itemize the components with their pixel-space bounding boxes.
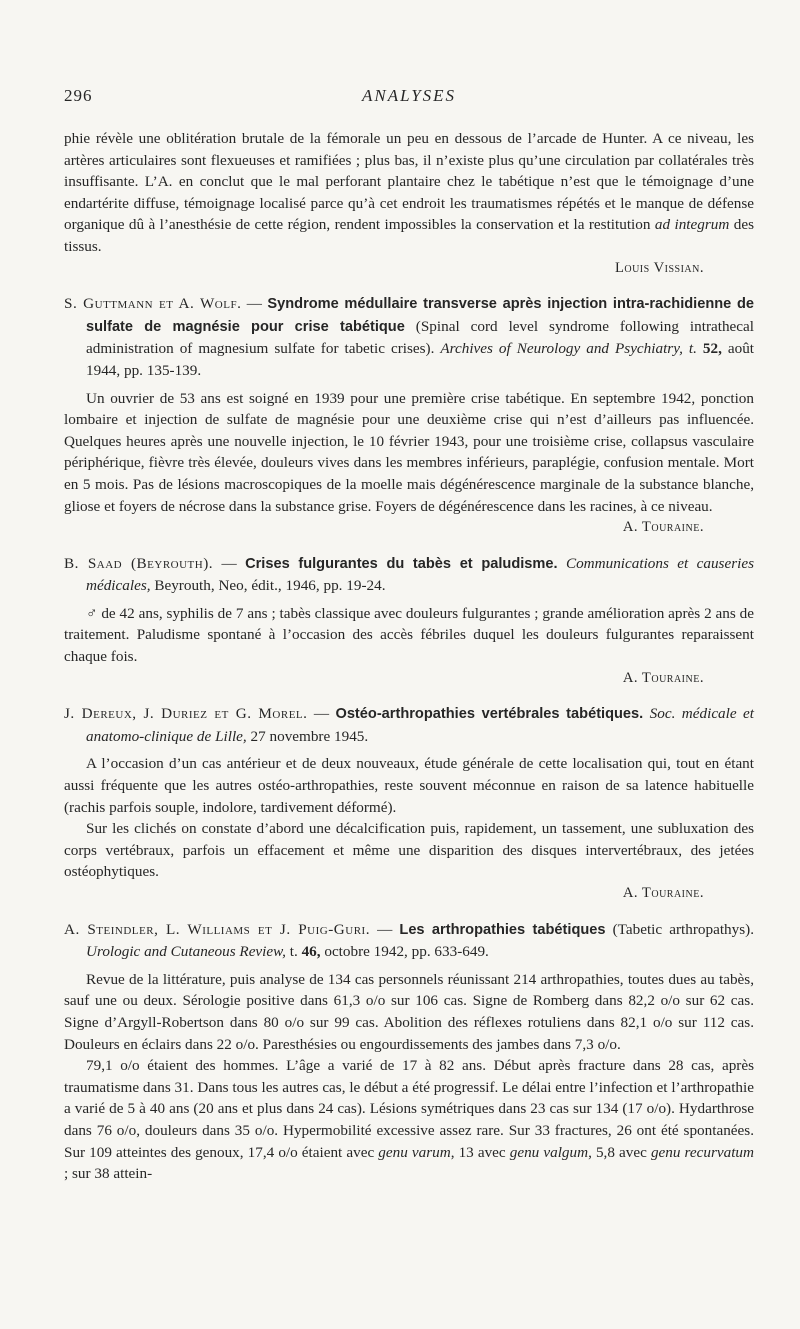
reference-entry: B. Saad (Beyrouth). — Crises fulgurantes du tabès et paludisme. Communications et causeries médicales, Beyrouth, Neo, édit., 1946, pp. 19-24. <box>64 554 754 595</box>
authors: A. Steindler, L. Williams et J. Puig-Guri. <box>64 920 371 938</box>
running-title: ANALYSES <box>361 86 457 105</box>
abstract-paragraph: ♂ de 42 ans, syphilis de 7 ans ; tabès classique avec douleurs fulgurantes ; grande amélioration après 2 ans de traitement. Paludisme spontané à l’occasion des accès fébriles duquel les douleurs fulgurantes reparaissent chaque fois. <box>64 604 754 666</box>
signature: A. Touraine. <box>622 669 704 686</box>
abstract-paragraph: A l’occasion d’un cas antérieur et de deux nouveaux, étude générale de cette localisation qui, tout en étant aussi fréquente que les autres ostéo-arthropathies, reste souvent méconnue en raison de sa latence habituelle (rachis parfois souple, indolore, tardivement déformé). <box>64 755 754 816</box>
reference-entry: S. Guttmann et A. Wolf. — Syndrome médullaire transverse après injection intra-rachidienne de sulfate de magnésie pour crise tabétique (Spinal cord level syndrome following intrathecal administration of magnesium sulfate for tabetic crises). Archives of Neurology and Psychiatry, t. 52, août 1944, pp. 135-139. <box>64 295 755 379</box>
article-title: Syndrome médullaire transverse après injection intra-rachidienne de sulfate de magnésie pour crise tabétique <box>86 296 754 335</box>
signature: A. Touraine. <box>622 885 704 901</box>
reference-entry: J. Dereux, J. Duriez et G. Morel. — Ostéo-arthropathies vertébrales tabétiques. Soc. médicale et anatomo-clinique de Lille, 27 novembre 1945. <box>64 705 754 745</box>
running-head <box>64 86 754 110</box>
abstract-paragraph: Sur les clichés on constate d’abord une décalcification puis, rapidement, un tassement, une subluxation des corps vertébraux, parfois un effacement et même une disparition des disques intervertébraux, des jetées ostéophytiques. <box>64 820 754 881</box>
abstract-paragraph: Revue de la littérature, puis analyse de 134 cas personnels réunissant 214 arthropathies, toutes dues au tabès, sauf une ou deux. Sérologie positive dans 61,3 o/o sur 106 cas. Signe de Romberg dans 82,2 o/o sur 62 cas. Signe d’Argyll-Robertson dans 80 o/o sur 99 cas. Abolition des réflexes rotuliens dans 82,1 o/o sur 112 cas. Douleurs en éclairs dans 22 o/o. Paresthésies ou engourdissements des jambes dans 7,3 o/o. <box>64 970 754 1053</box>
signature: A. Touraine. <box>622 519 704 536</box>
article-title: Les arthropathies tabétiques <box>399 921 606 938</box>
article-title: Ostéo-arthropathies vertébrales tabétiques. <box>335 706 644 723</box>
article-body <box>64 128 754 1185</box>
article-title: Crises fulgurantes du tabès et paludisme. <box>245 555 558 572</box>
page-number: 296 <box>64 86 93 105</box>
abstract-paragraph: 79,1 o/o étaient des hommes. L’âge a varié de 17 à 82 ans. Début après fracture dans 28 cas, après traumatisme dans 31. Dans tous les autres cas, le début a été progressif. Le délai entre l’infection et l’arthropathie a varié de 5 à 40 ans (20 ans et plus dans 24 cas). Lésions symétriques dans 23 cas sur 134 (17 o/o). Hydarthrose dans 76 o/o, douleurs dans 35 o/o. Hypermobilité excessive assez rare. Sur 33 fractures, 26 ont été spontanées. Sur 109 atteintes des genoux, 17,4 o/o étaient avec genu varum, 13 avec genu valgum, 5,8 avec genu recurvatum ; sur 38 attein- <box>64 1057 754 1183</box>
authors: J. Dereux, J. Duriez et G. Morel. <box>64 705 308 723</box>
abstract-paragraph: phie révèle une oblitération brutale de la fémorale un peu en dessous de l’arcade de Hunter. A ce niveau, les artères articulaires sont flexueuses et ramifiées ; plus bas, il n’existe plus qu’une circulation par collatérales très insuffisante. L’A. en conclut que le mal perforant plantaire chez le tabétique n’est que le témoignage d’une endartérite diffuse, témoignage localisé parce qu’à cet endroit les traumatismes répétés et le manque de défense organique dû à l’anesthésie de cette région, rendent impossibles la conservation et la restitution ad integrum des tissus. <box>64 130 755 255</box>
authors: B. Saad (Beyrouth). <box>64 554 214 572</box>
signature: Louis Vissian. <box>614 259 704 276</box>
reference-entry: A. Steindler, L. Williams et J. Puig-Guri. — Les arthropathies tabétiques (Tabetic arthropathys). Urologic and Cutaneous Review, t. 46, octobre 1942, pp. 633-649. <box>64 920 755 961</box>
authors: S. Guttmann et A. Wolf. <box>64 295 242 313</box>
abstract-paragraph: Un ouvrier de 53 ans est soigné en 1939 pour une première crise tabétique. En septembre 1942, ponction lombaire et injection de sulfate de magnésie pour une deuxième crise qui n’est d’ailleurs pas influencée. Quelques heures après une nouvelle injection, le 10 février 1943, pour une troisième crise, collapsus vasculaire périphérique, fièvre très élevée, douleurs vives dans les membres inférieurs, paraplégie, confusion mentale. Mort en 5 mois. Pas de lésions macroscopiques de la moelle mais dégénérescence marginale de la substance blanche, gliose et foyers de nécrose dans la substance grise. Foyers de dégénérescence dans les racines, à ce niveau. <box>64 389 754 515</box>
